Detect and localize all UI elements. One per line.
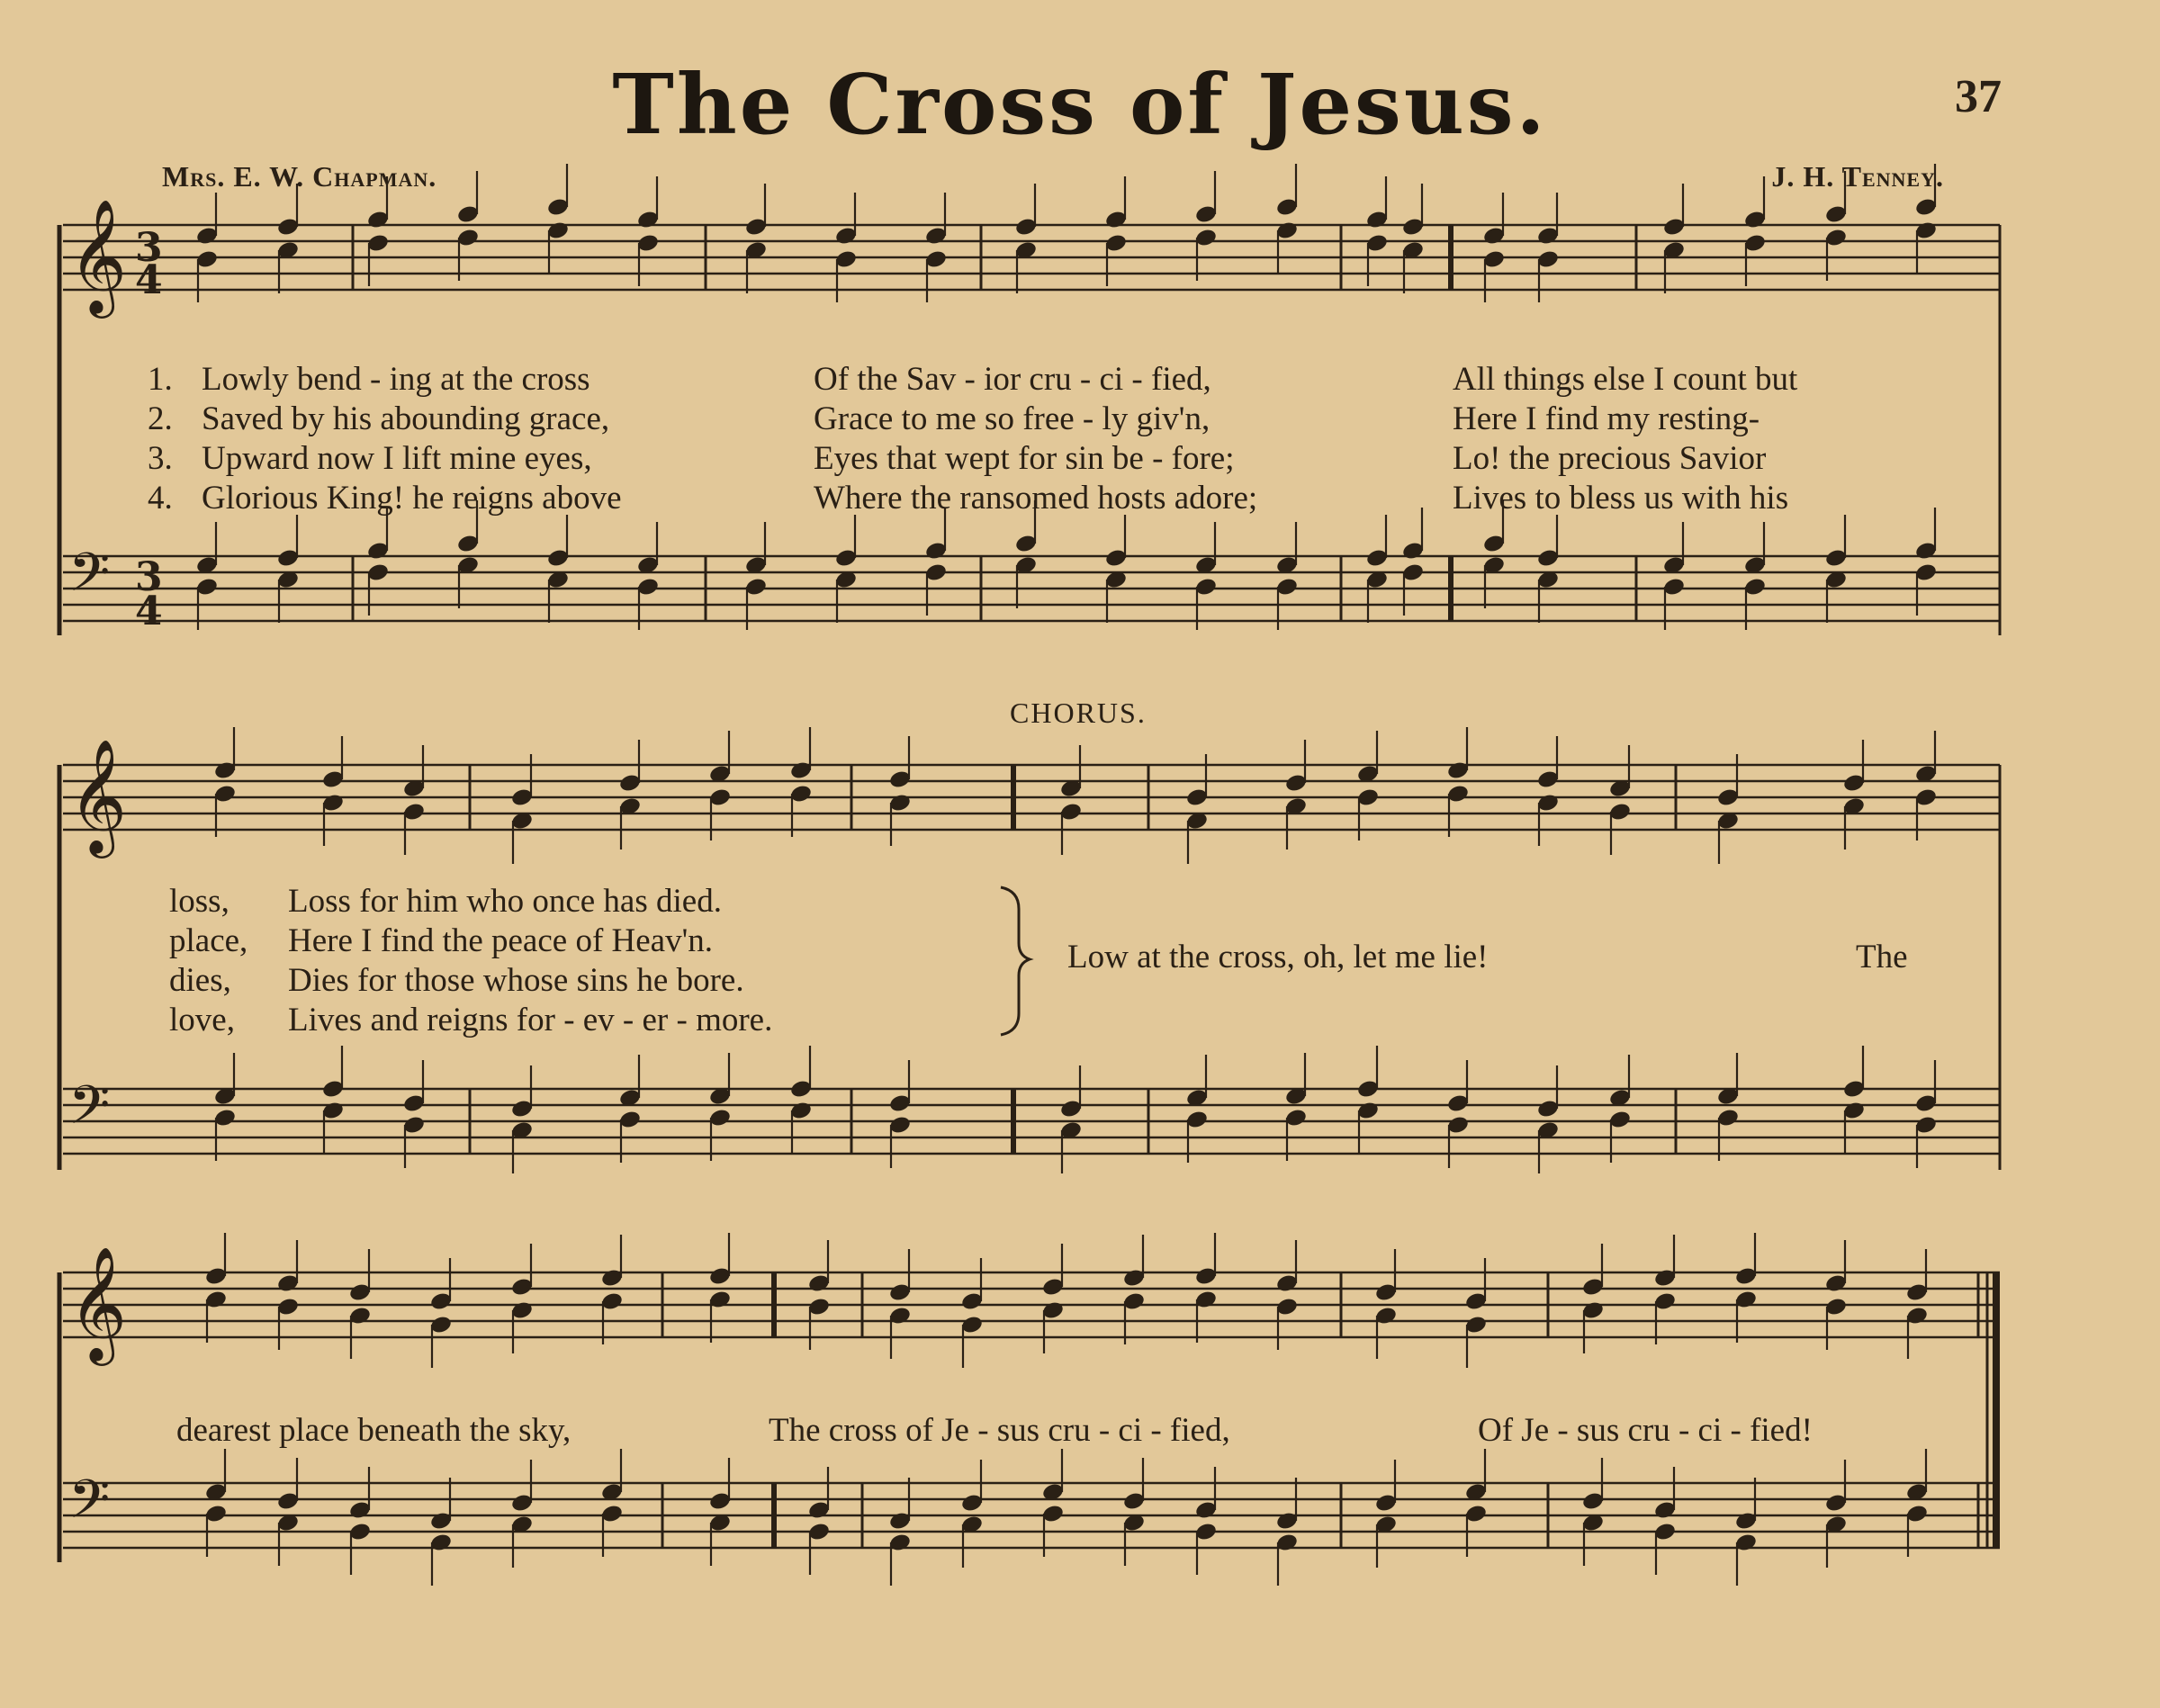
chorus-label: CHORUS.: [1010, 697, 1147, 729]
verse-lyric: Grace to me so free - ly giv'n,: [814, 400, 1210, 437]
bass-clef-icon: 𝄢: [68, 1074, 111, 1149]
verse-lyric: Lives and reigns for - ev - er - more.: [288, 1002, 773, 1038]
lyricist-credit: Mrs. E. W. Chapman.: [162, 160, 437, 193]
verse-lyric: place,: [169, 922, 248, 959]
verse-number: 2.: [148, 400, 173, 437]
verse-lyric: dies,: [169, 962, 231, 999]
verse-lyric: Dies for those whose sins he bore.: [288, 962, 744, 999]
verse-lyric: Upward now I lift mine eyes,: [202, 440, 592, 477]
verse-lyric: Eyes that wept for sin be - fore;: [814, 440, 1235, 477]
treble-clef-icon: 𝄞: [68, 1245, 128, 1361]
composer-credit: J. H. Tenney.: [1771, 160, 1944, 193]
verse-lyric: Lowly bend - ing at the cross: [202, 361, 590, 398]
verse-lyric: Saved by his abounding grace,: [202, 400, 610, 437]
verse-lyric: love,: [169, 1002, 235, 1038]
verse-lyric: loss,: [169, 883, 230, 920]
verse-number: 1.: [148, 361, 173, 398]
verse-lyric: Here I find the peace of Heav'n.: [288, 922, 714, 959]
hymn-title: The Cross of Jesus.: [612, 56, 1548, 153]
verse-lyric: Loss for him who once has died.: [288, 883, 722, 920]
verse-lyric: Lo! the precious Savior: [1453, 440, 1767, 477]
verse-number: 4.: [148, 480, 173, 517]
chorus-lyric-line-1: Low at the cross, oh, let me lie!: [1067, 939, 1489, 975]
verse-lyric: Here I find my resting-: [1453, 400, 1760, 437]
chorus-lyric-line-1-tail: The: [1856, 939, 1908, 975]
chorus-lyric-line-2b: The cross of Je - sus cru - ci - fied,: [769, 1412, 1230, 1449]
verse-lyric: All things else I count but: [1453, 361, 1798, 398]
treble-clef-icon: 𝄞: [68, 198, 128, 313]
time-sig-top-bass: 3: [135, 554, 163, 600]
verse-number: 3.: [148, 440, 173, 477]
page-number: 37: [1955, 71, 2002, 122]
verse-lyric: Lives to bless us with his: [1453, 480, 1789, 517]
time-sig-top-treble: 3: [135, 225, 163, 271]
verse-lyric: Where the ransomed hosts adore;: [814, 480, 1258, 517]
chorus-lyric-line-2a: dearest place beneath the sky,: [176, 1412, 572, 1449]
time-sig-bottom-treble: 4: [135, 257, 163, 303]
time-sig-bottom-bass: 4: [135, 589, 163, 634]
verse-lyric: Glorious King! he reigns above: [202, 480, 622, 517]
chorus-lyric-line-2c: Of Je - sus cru - ci - fied!: [1478, 1412, 1813, 1449]
verse-lyric: Of the Sav - ior cru - ci - fied,: [814, 361, 1211, 398]
bass-clef-icon: 𝄢: [68, 541, 111, 616]
bass-clef-icon: 𝄢: [68, 1468, 111, 1543]
treble-clef-icon: 𝄞: [68, 738, 128, 853]
